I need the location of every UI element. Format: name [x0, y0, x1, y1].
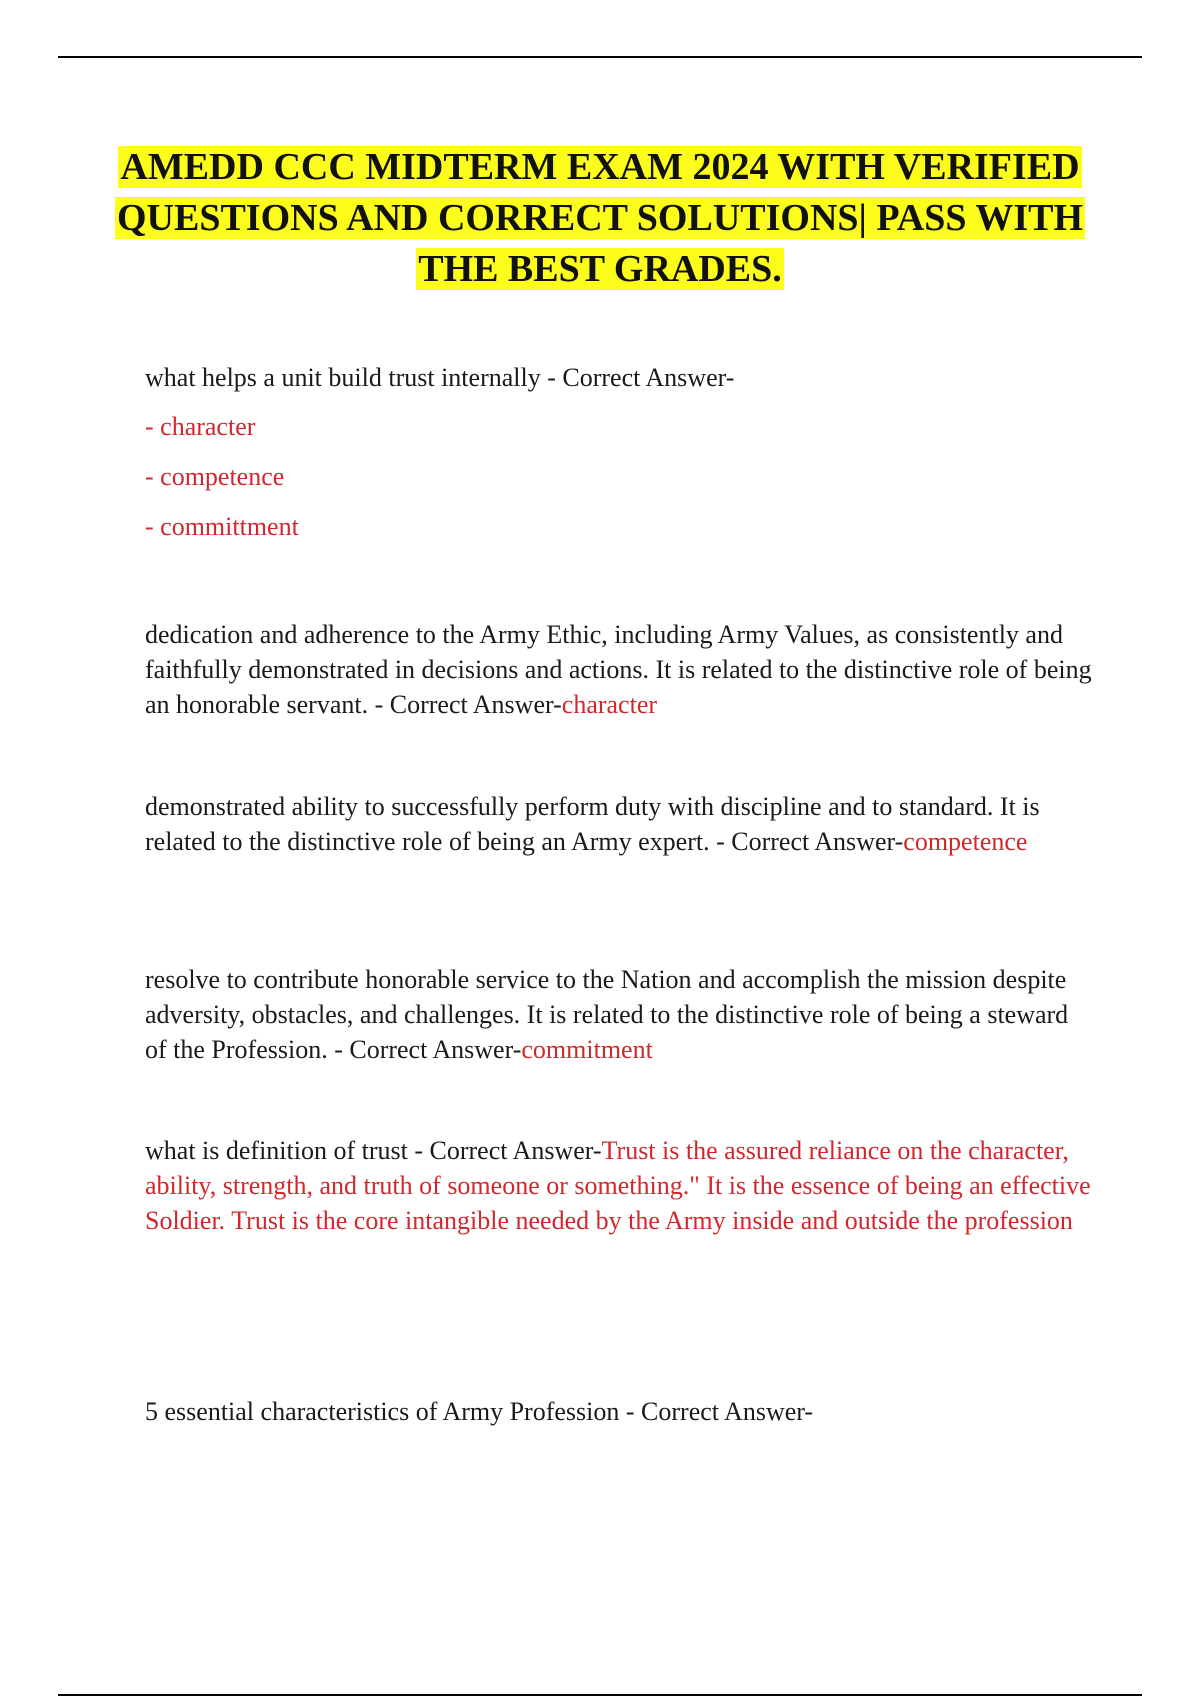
answer-text: commitment: [521, 1035, 653, 1064]
answer-text: Trust is the assured reliance on the character, ability, strength, and truth of someone or something." It is the essence of being an effective Soldier. Trust is the core intangible needed by the Army inside and outside the profession: [145, 1136, 1091, 1235]
question-text: what helps a unit build trust internally - Correct Answer-: [145, 363, 735, 392]
highlighted-title-text: AMEDD CCC MIDTERM EXAM 2024 WITH VERIFIED QUESTIONS AND CORRECT SOLUTIONS| PASS WITH THE BEST GRADES.: [116, 146, 1084, 290]
top-divider: [58, 56, 1142, 58]
question-text: 5 essential characteristics of Army Profession - Correct Answer-: [145, 1397, 814, 1426]
document-title: [100, 142, 1100, 295]
answer-text: character: [561, 690, 658, 719]
answer-list-item: - character: [145, 412, 256, 441]
qa-item-2: [145, 617, 1095, 722]
question-text: resolve to contribute honorable service to the Nation and accomplish the mission despite adversity, obstacles, and challenges. It is related to the distinctive role of being a steward of the Profession. - Correct Answer-: [145, 965, 1069, 1064]
bottom-divider: [58, 1694, 1142, 1696]
question-text: demonstrated ability to successfully perform duty with discipline and to standard. It is related to the distinctive role of being an Army expert. - Correct Answer-: [145, 792, 1040, 856]
answer-list-item: - competence: [145, 462, 285, 491]
question-text: dedication and adherence to the Army Ethic, including Army Values, as consistently and faithfully demonstrated in decisions and actions. It is related to the distinctive role of being an honorable servant. - Correct Answer-: [145, 620, 1092, 719]
qa-item-5: [145, 1133, 1095, 1238]
answer-list-item: - committment: [145, 512, 299, 541]
qa-item-6: [145, 1394, 1095, 1429]
question-text: what is definition of trust - Correct Answer-: [145, 1136, 602, 1165]
answer-text: competence: [903, 827, 1028, 856]
qa-item-4: [145, 962, 1095, 1067]
qa-item-1: [145, 360, 1095, 544]
qa-item-3: [145, 789, 1095, 859]
